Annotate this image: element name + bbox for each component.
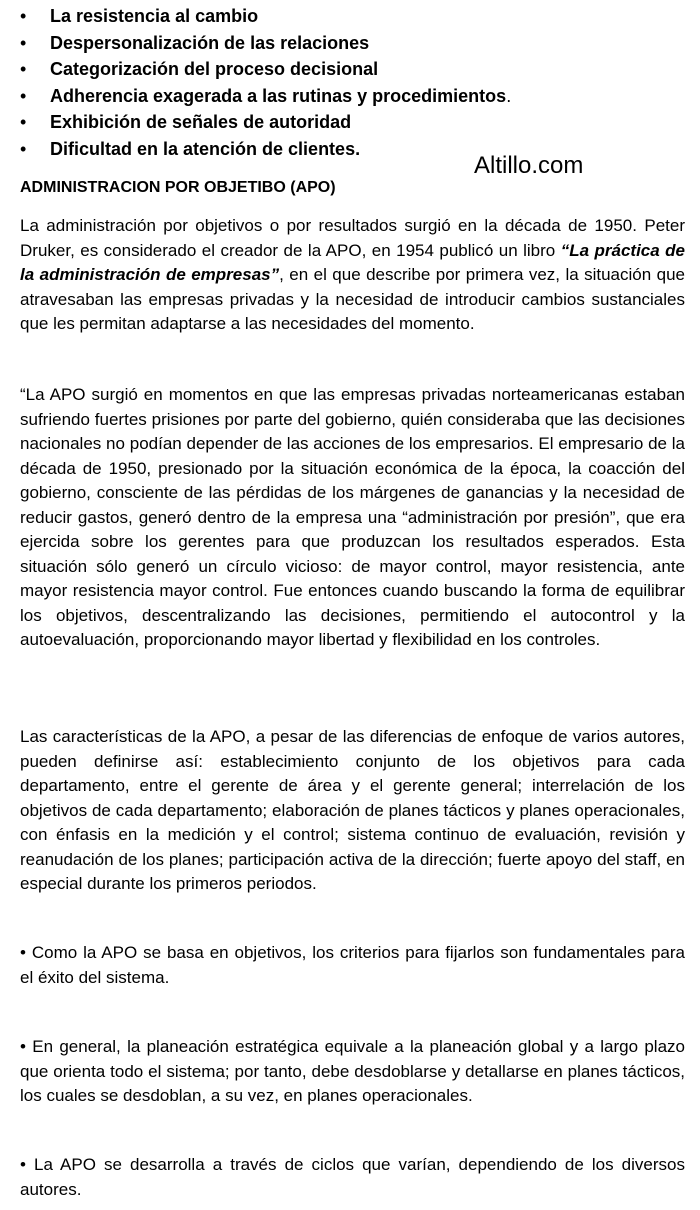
bullet-marker: •: [20, 112, 27, 133]
bullet-item: [20, 83, 685, 110]
bullet-item: [20, 56, 685, 83]
bullet-marker: •: [20, 59, 27, 80]
bullet-marker: •: [20, 138, 27, 159]
bullet-suffix: .: [506, 85, 512, 106]
paragraph-strategic-planning: • En general, la planeación estratégica equivale a la planeación global y a largo plazo que orienta todo el sistema; por tanto, debe desdoblarse y detallarse en planes tácticos, los cuales se desdoblan, a su vez, en planes operacionales.: [20, 1037, 685, 1105]
paragraph-origin: “La APO surgió en momentos en que las empresas privadas norteamericanas estaban sufriendo fuertes prisiones por parte del gobierno, quién consideraba que las decisiones nacionales no podían depender de las acciones de los empresarios. El empresario de la década de 1950, presionado por la situación económica de la época, la coacción del gobierno, consciente de las pérdidas de los márgenes de ganancias y la necesidad de reducir gastos, generó dentro de la empresa una “administración por presión”, que era ejercida sobre los gerentes para que produzcan los resultados esperados. Esta situación sólo generó un círculo vicioso: de mayor control, mayor resistencia, ante mayor resistencia mayor control. Fue entonces cuando buscando la forma de equilibrar los objetivos, descentralizando las decisiones, permitiendo el autocontrol y la autoevaluación, proporcionando mayor libertad y flexibilidad en los controles.: [20, 385, 685, 649]
paragraph-characteristics: Las características de la APO, a pesar de las diferencias de enfoque de varios autores, pueden definirse así: establecimiento conjunto de los objetivos para cada departamento, entre el gerente de área y el gerente general; interrelación de los objetivos de cada departamento; elaboración de planes tácticos y planes operacionales, con énfasis en la medición y el control; sistema continuo de evaluación, revisión y reanudación de los planes; participación activa de la dirección; fuerte apoyo del staff, en especial durante los primeros periodos.: [20, 727, 685, 893]
bullet-list: [20, 3, 685, 163]
book-title: “La práctica de la administración de empresas”: [20, 240, 686, 284]
watermark-text: Altillo.com: [474, 152, 584, 179]
bullet-text: La resistencia al cambio: [50, 6, 259, 26]
bullet-item: [20, 136, 685, 163]
bullet-text: Categorización del proceso decisional: [50, 59, 379, 80]
bullet-item: [20, 30, 685, 57]
bullet-marker: •: [20, 32, 27, 53]
bullet-text: Adherencia exagerada a las rutinas y procedimientos: [50, 85, 507, 106]
bullet-item: [20, 109, 685, 136]
paragraph-criteria: • Como la APO se basa en objetivos, los criterios para fijarlos son fundamentales para el éxito del sistema.: [20, 943, 685, 987]
paragraph-history: [20, 214, 685, 337]
bullet-item: [20, 3, 685, 30]
bullet-text: Exhibición de señales de autoridad: [50, 112, 352, 133]
paragraph-cycles: • La APO se desarrolla a través de ciclos que varían, dependiendo de los diversos autores.: [20, 1155, 685, 1199]
bullet-marker: •: [20, 85, 27, 106]
bullet-text: Dificultad en la atención de clientes.: [50, 138, 361, 159]
paragraph-text: , en el que describe por primera vez, la situación que atravesaban las empresas privadas y la necesidad de introducir cambios sustanciales que les permitan adaptarse a las necesidades del momento.: [20, 265, 685, 333]
paragraph-text: La administración por objetivos o por resultados surgió en la década de 1950. Peter Druker, es considerado el creador de la APO, en 1954 publicó un libro: [20, 216, 685, 260]
bullet-marker: •: [20, 6, 27, 26]
section-heading: ADMINISTRACION POR OBJETIBO (APO): [20, 179, 336, 196]
bullet-text: Despersonalización de las relaciones: [50, 32, 370, 53]
